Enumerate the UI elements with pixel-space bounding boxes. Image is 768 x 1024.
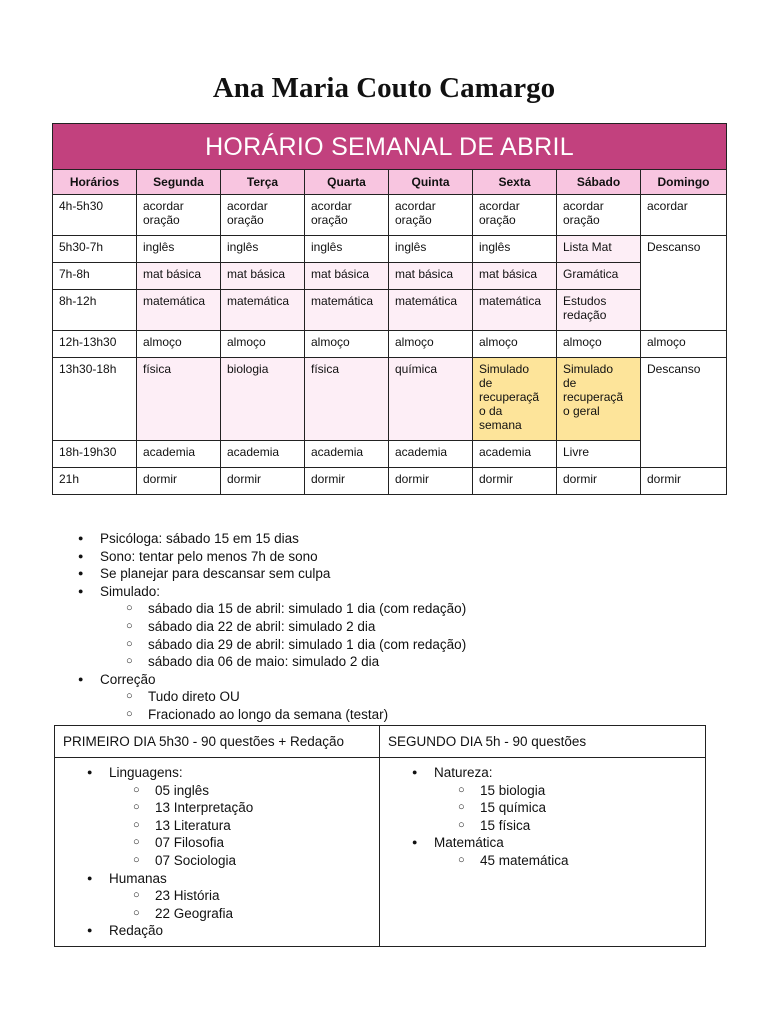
schedule-title: HORÁRIO SEMANAL DE ABRIL [53,124,727,170]
time-cell: 18h-19h30 [53,441,137,468]
header-cell: Sábado [557,170,641,195]
list-item [87,764,369,870]
day2-list [390,764,695,870]
schedule-cell: matemática [137,290,221,331]
sub-list-item: ○ Tudo direto OU [126,688,466,706]
list-item: ● Sono: tentar pelo menos 7h de sono [78,548,466,566]
header-cell: Segunda [137,170,221,195]
schedule-cell: dormir [641,468,727,495]
sub-list [109,887,369,922]
schedule-cell: academia [305,441,389,468]
time-cell: 13h30-18h [53,358,137,441]
header-cell: Domingo [641,170,727,195]
schedule-cell: acordar oração [557,195,641,236]
schedule-cell: Simulado de recuperaçã o geral [557,358,641,441]
schedule-cell: acordar oração [221,195,305,236]
schedule-cell: almoço [305,331,389,358]
schedule-cell: matemática [389,290,473,331]
schedule-cell: academia [137,441,221,468]
schedule-cell: almoço [389,331,473,358]
schedule-cell: academia [221,441,305,468]
schedule-cell: dormir [473,468,557,495]
schedule-cell: dormir [389,468,473,495]
time-cell: 21h [53,468,137,495]
sub-list-item: ○ 15 física [458,817,695,835]
sub-list-item: ○ 05 inglês [133,782,369,800]
schedule-cell: mat básica [221,263,305,290]
schedule-cell: matemática [305,290,389,331]
schedule-cell: inglês [305,236,389,263]
schedule-cell: Livre [557,441,641,468]
day1-content [55,758,380,947]
sub-list [100,688,466,723]
page-title: Ana Maria Couto Camargo [212,72,556,104]
schedule-cell: mat básica [389,263,473,290]
sub-list [100,600,466,670]
schedule-cell: inglês [389,236,473,263]
sub-list-item: ○ 13 Interpretação [133,799,369,817]
schedule-cell: dormir [305,468,389,495]
time-cell: 7h-8h [53,263,137,290]
schedule-cell: dormir [221,468,305,495]
schedule-cell: biologia [221,358,305,441]
time-cell: 5h30-7h [53,236,137,263]
list-item [87,870,369,923]
day1-header: PRIMEIRO DIA 5h30 - 90 questões + Redação [55,726,380,758]
day1-list [65,764,369,940]
schedule-cell: acordar oração [137,195,221,236]
table-row [53,236,727,263]
sub-list-item: ○ sábado dia 15 de abril: simulado 1 dia (com redação) [126,600,466,618]
header-cell: Quinta [389,170,473,195]
exam-days-table [54,725,706,947]
sub-list-item: ○ 07 Filosofia [133,834,369,852]
list-item [78,583,466,671]
notes-list [78,530,466,724]
day2-header: SEGUNDO DIA 5h - 90 questões [380,726,706,758]
schedule-cell: almoço [221,331,305,358]
schedule-cell: dormir [557,468,641,495]
schedule-cell: acordar oração [305,195,389,236]
sub-list-item: ○ 22 Geografia [133,905,369,923]
weekly-schedule-table [52,123,727,495]
schedule-cell: matemática [221,290,305,331]
schedule-cell: inglês [473,236,557,263]
schedule-cell: Gramática [557,263,641,290]
list-item: ● Psicóloga: sábado 15 em 15 dias [78,530,466,548]
table-row [53,290,727,331]
schedule-cell: mat básica [473,263,557,290]
list-item: ● Se planejar para descansar sem culpa [78,565,466,583]
schedule-cell: acordar [641,195,727,236]
schedule-cell: matemática [473,290,557,331]
schedule-cell: academia [473,441,557,468]
header-cell: Horários [53,170,137,195]
sub-list-item: ○ sábado dia 22 de abril: simulado 2 dia [126,618,466,636]
sub-list-item: ○ sábado dia 06 de maio: simulado 2 dia [126,653,466,671]
schedule-cell: inglês [221,236,305,263]
list-item [78,671,466,724]
schedule-cell: química [389,358,473,441]
list-item [412,834,695,869]
schedule-cell: Descanso [641,236,727,331]
table-row [53,195,727,236]
sub-list-item: ○ Fracionado ao longo da semana (testar) [126,706,466,724]
header-cell: Terça [221,170,305,195]
sub-list-item: ○ 23 História [133,887,369,905]
list-item-label: Matemática [434,835,504,851]
list-item [412,764,695,834]
list-item-label: Correção [100,671,156,687]
list-item-label: Simulado: [100,583,161,599]
time-cell: 12h-13h30 [53,331,137,358]
table-row [53,468,727,495]
table-row [53,441,727,468]
schedule-cell: dormir [137,468,221,495]
schedule-cell: mat básica [305,263,389,290]
schedule-cell: almoço [557,331,641,358]
schedule-cell: Descanso [641,358,727,468]
header-cell: Sexta [473,170,557,195]
schedule-cell: acordar oração [473,195,557,236]
schedule-cell: física [137,358,221,441]
table-row [53,263,727,290]
schedule-cell: mat básica [137,263,221,290]
schedule-cell: Estudos redação [557,290,641,331]
table-row [53,358,727,441]
schedule-cell: física [305,358,389,441]
header-cell: Quarta [305,170,389,195]
sub-list-item: ○ sábado dia 29 de abril: simulado 1 dia (com redação) [126,636,466,654]
day2-content [380,758,706,947]
schedule-cell: almoço [137,331,221,358]
list-item: ● Redação [87,922,369,940]
sub-list [109,782,369,870]
table-row [53,331,727,358]
sub-list-item: ○ 13 Literatura [133,817,369,835]
schedule-cell: inglês [137,236,221,263]
schedule-cell: Simulado de recuperaçã o da semana [473,358,557,441]
schedule-cell: acordar oração [389,195,473,236]
sub-list-item: ○ 45 matemática [458,852,695,870]
sub-list-item: ○ 15 química [458,799,695,817]
schedule-cell: Lista Mat [557,236,641,263]
list-item-label: Natureza: [434,765,493,780]
time-cell: 4h-5h30 [53,195,137,236]
list-item-label: Linguagens: [109,765,183,780]
sub-list [434,852,695,870]
schedule-cell: academia [389,441,473,468]
sub-list [434,782,695,835]
time-cell: 8h-12h [53,290,137,331]
schedule-cell: almoço [641,331,727,358]
sub-list-item: ○ 15 biologia [458,782,695,800]
list-item-label: Humanas [109,870,167,886]
schedule-cell: almoço [473,331,557,358]
sub-list-item: ○ 07 Sociologia [133,852,369,870]
